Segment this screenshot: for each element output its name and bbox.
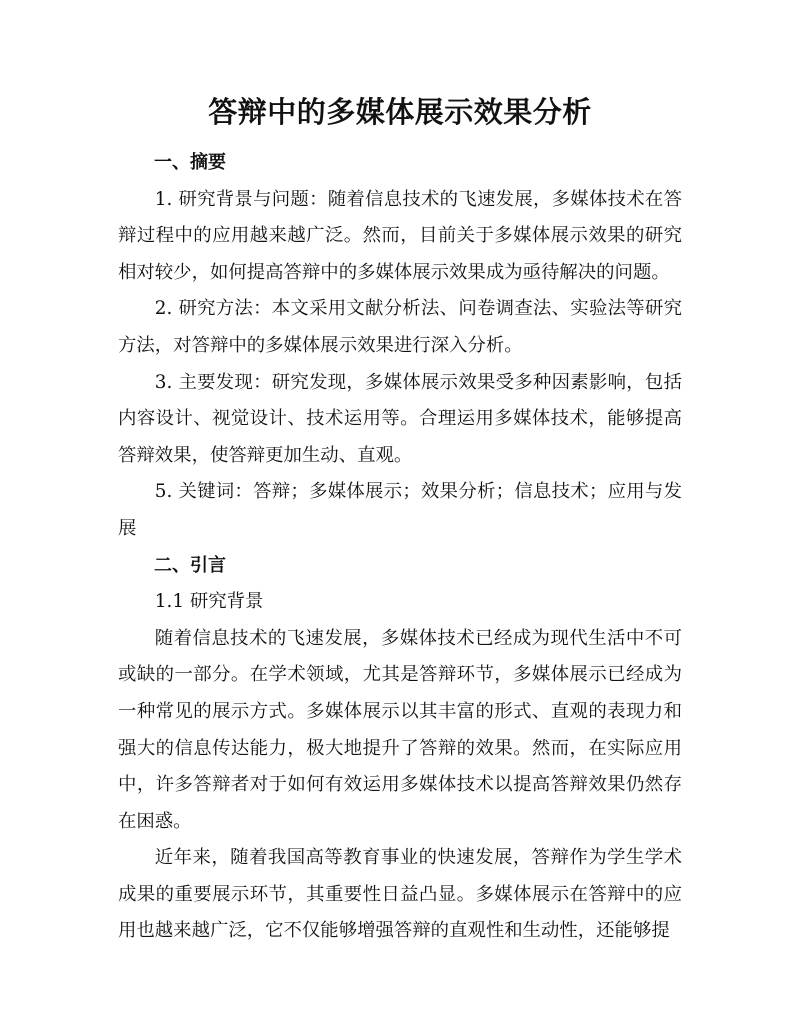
intro-paragraph-1: 随着信息技术的飞速发展，多媒体技术已经成为现代生活中不可或缺的一部分。在学术领域，尤其是答辩环节，多媒体展示已经成为一种常见的展示方式。多媒体展示以其丰富的形式、直观的表现力和强大的信息传达能力，极大地提升了答辩的效果。然而，在实际应用中，许多答辩者对于如何有效运用多媒体技术以提高答辩效果仍然存在困惑。 [118, 627, 682, 832]
abstract-paragraph-methods: 2. 研究方法：本文采用文献分析法、问卷调查法、实验法等研究方法，对答辩中的多媒体展示效果进行深入分析。 [118, 298, 682, 356]
document-body [118, 145, 682, 950]
document-title: 答辩中的多媒体展示效果分析 [208, 95, 592, 129]
abstract-paragraph-background: 1. 研究背景与问题：随着信息技术的飞速发展，多媒体技术在答辩过程中的应用越来越广泛。然而，目前关于多媒体展示效果的研究相对较少，如何提高答辩中的多媒体展示效果成为亟待解决的问题。 [118, 188, 682, 283]
subsection-heading-background: 1.1 研究背景 [154, 591, 264, 613]
section-heading-abstract: 一、摘要 [154, 152, 226, 173]
section-heading-intro: 二、引言 [154, 554, 226, 576]
intro-paragraph-2: 近年来，随着我国高等教育事业的快速发展，答辩作为学生学术成果的重要展示环节，其重要性日益凸显。多媒体展示在答辩中的应用也越来越广泛，它不仅能够增强答辩的直观性和生动性，还能够提 [118, 847, 682, 942]
abstract-paragraph-keywords: 5. 关键词：答辩；多媒体展示；效果分析；信息技术；应用与发展 [118, 481, 682, 539]
abstract-paragraph-findings: 3. 主要发现：研究发现，多媒体展示效果受多种因素影响，包括内容设计、视觉设计、技术运用等。合理运用多媒体技术，能够提高答辩效果，使答辩更加生动、直观。 [118, 371, 682, 466]
